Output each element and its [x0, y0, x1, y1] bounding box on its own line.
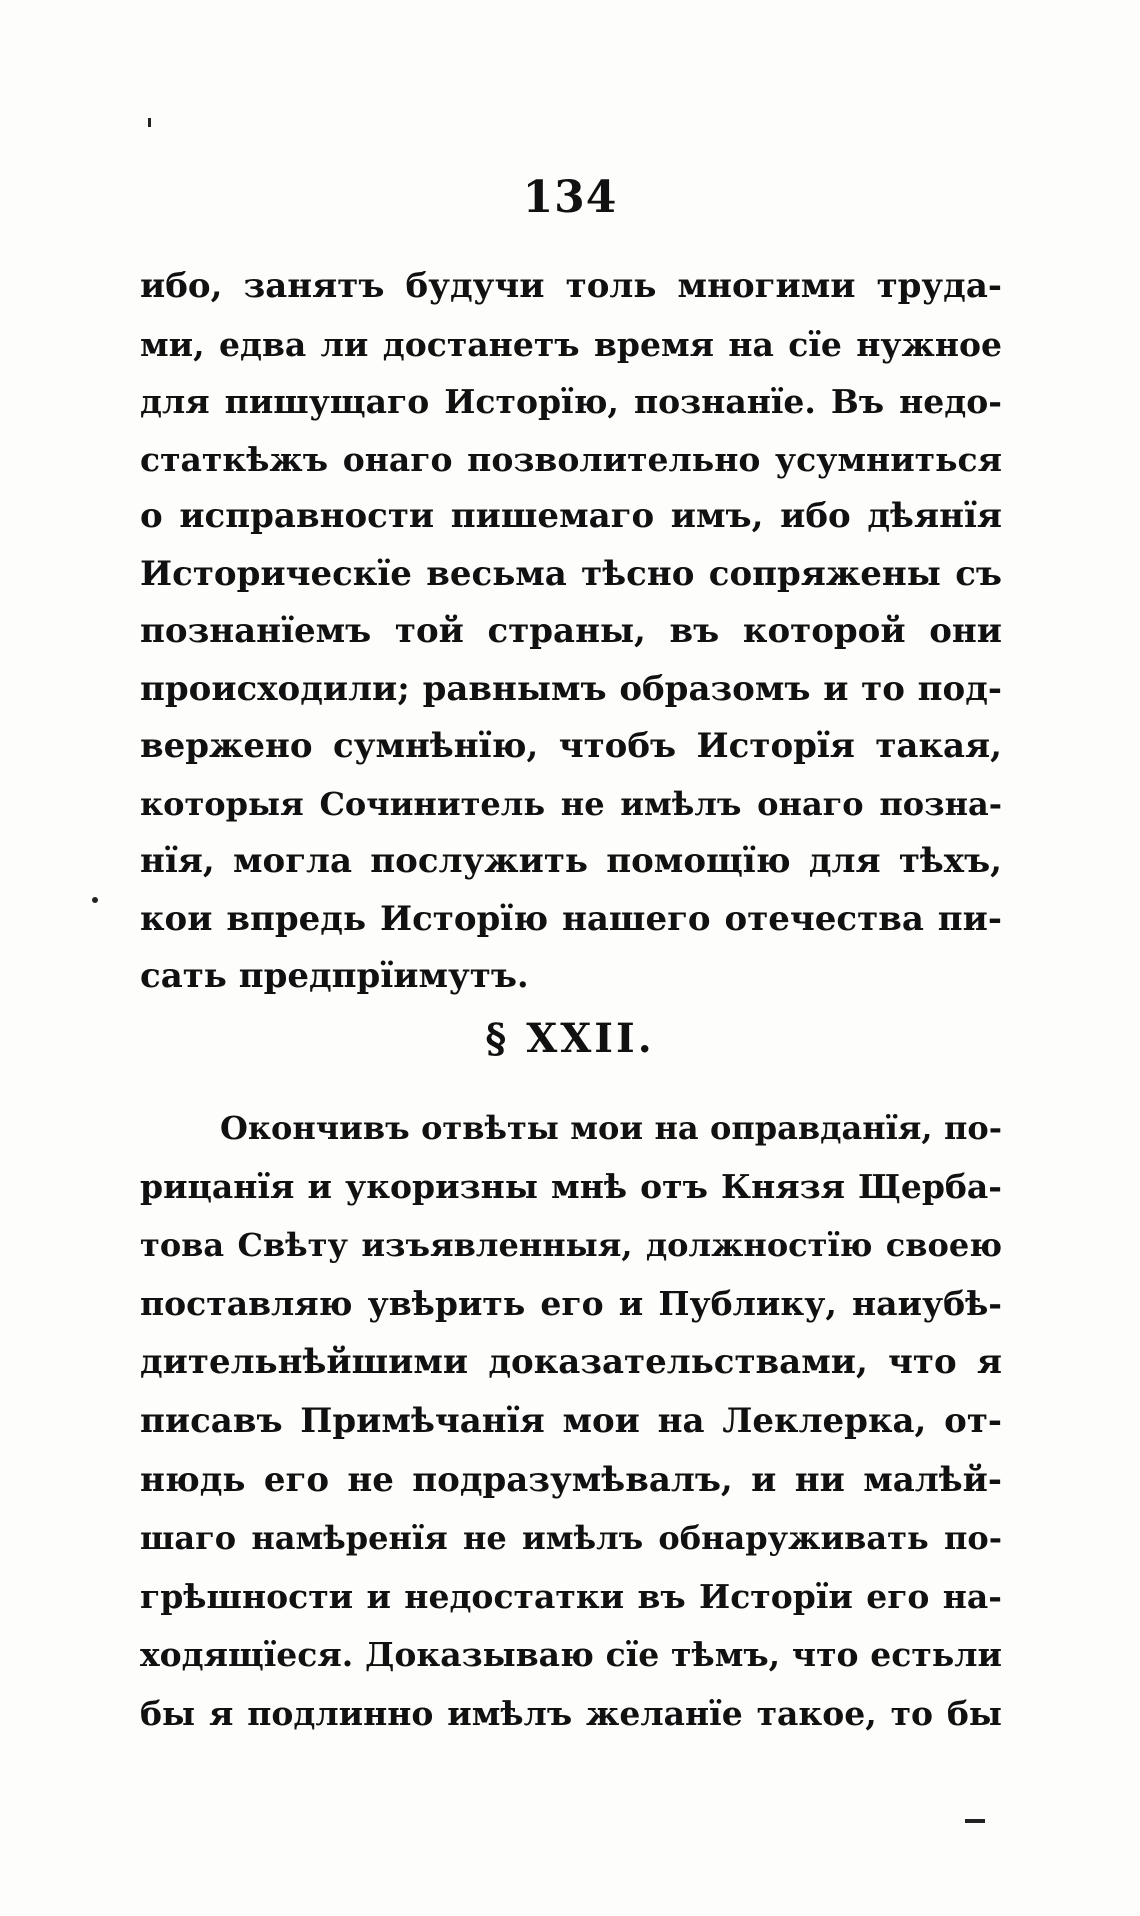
section-heading: § XXII.: [485, 1015, 655, 1062]
text-line: поставляю увѣрить его и Публику, наиубѣ-: [140, 1283, 1002, 1323]
text-line: статкѣжъ онаго позволительно усумниться: [140, 439, 1002, 479]
text-line: ибо, занятъ будучи толь многими труда-: [140, 266, 1002, 306]
text-line: рицанїя и укоризны мнѣ отъ Князя Щерба-: [140, 1166, 1002, 1206]
text-line: сать предпрїимутъ.: [140, 956, 529, 996]
text-line: писавъ Примѣчанїя мои на Леклерка, от-: [140, 1400, 1002, 1441]
text-line: бы я подлинно имѣлъ желанїе такое, то бы: [140, 1693, 1002, 1733]
paragraph-2: [140, 1099, 1002, 1744]
text-line: нїя, могла послужить помощїю для тѣхъ,: [140, 841, 1002, 881]
paragraph-1: [140, 258, 1002, 1006]
text-line: ходящїеся. Доказываю сїе тѣмъ, что естьли: [140, 1635, 1002, 1675]
text-line: Окончивъ отвѣты мои на оправданїя, по-: [220, 1109, 1002, 1147]
text-line: о исправности пишемаго имъ, ибо дѣянїя: [140, 496, 1002, 536]
text-line: дительнѣйшими доказательствами, что я: [140, 1342, 1002, 1383]
text-line: грѣшности и недостатки въ Исторїи его на-: [140, 1576, 1002, 1616]
text-line: това Свѣту изъявленныя, должностїю своею: [140, 1226, 1002, 1265]
print-speck: [92, 897, 98, 903]
text-line: Историческїе весьма тѣсно сопряжены съ: [140, 553, 1002, 594]
text-line: шаго намѣренїя не имѣлъ обнаруживать по-: [140, 1519, 1002, 1558]
text-line: нюдь его не подразумѣвалъ, и ни малѣй-: [140, 1459, 1002, 1500]
print-speck: [148, 118, 151, 127]
text-line: кои впредь Исторїю нашего отечества пи-: [140, 898, 1002, 939]
text-line: для пишущаго Исторїю, познанїе. Въ недо-: [140, 382, 1002, 421]
print-speck: [965, 1819, 985, 1823]
text-line: ми, едва ли достанетъ время на сїе нужное: [140, 324, 1002, 364]
text-line: происходили; равнымъ образомъ и то под-: [140, 668, 1002, 709]
page-number: 134: [522, 172, 618, 223]
text-line: которыя Сочинитель не имѣлъ онаго позна-: [140, 784, 1002, 823]
text-line: познанїемъ той страны, въ которой они: [140, 611, 1002, 651]
text-line: вержено сумнѣнїю, чтобъ Исторїя такая,: [140, 726, 1002, 766]
